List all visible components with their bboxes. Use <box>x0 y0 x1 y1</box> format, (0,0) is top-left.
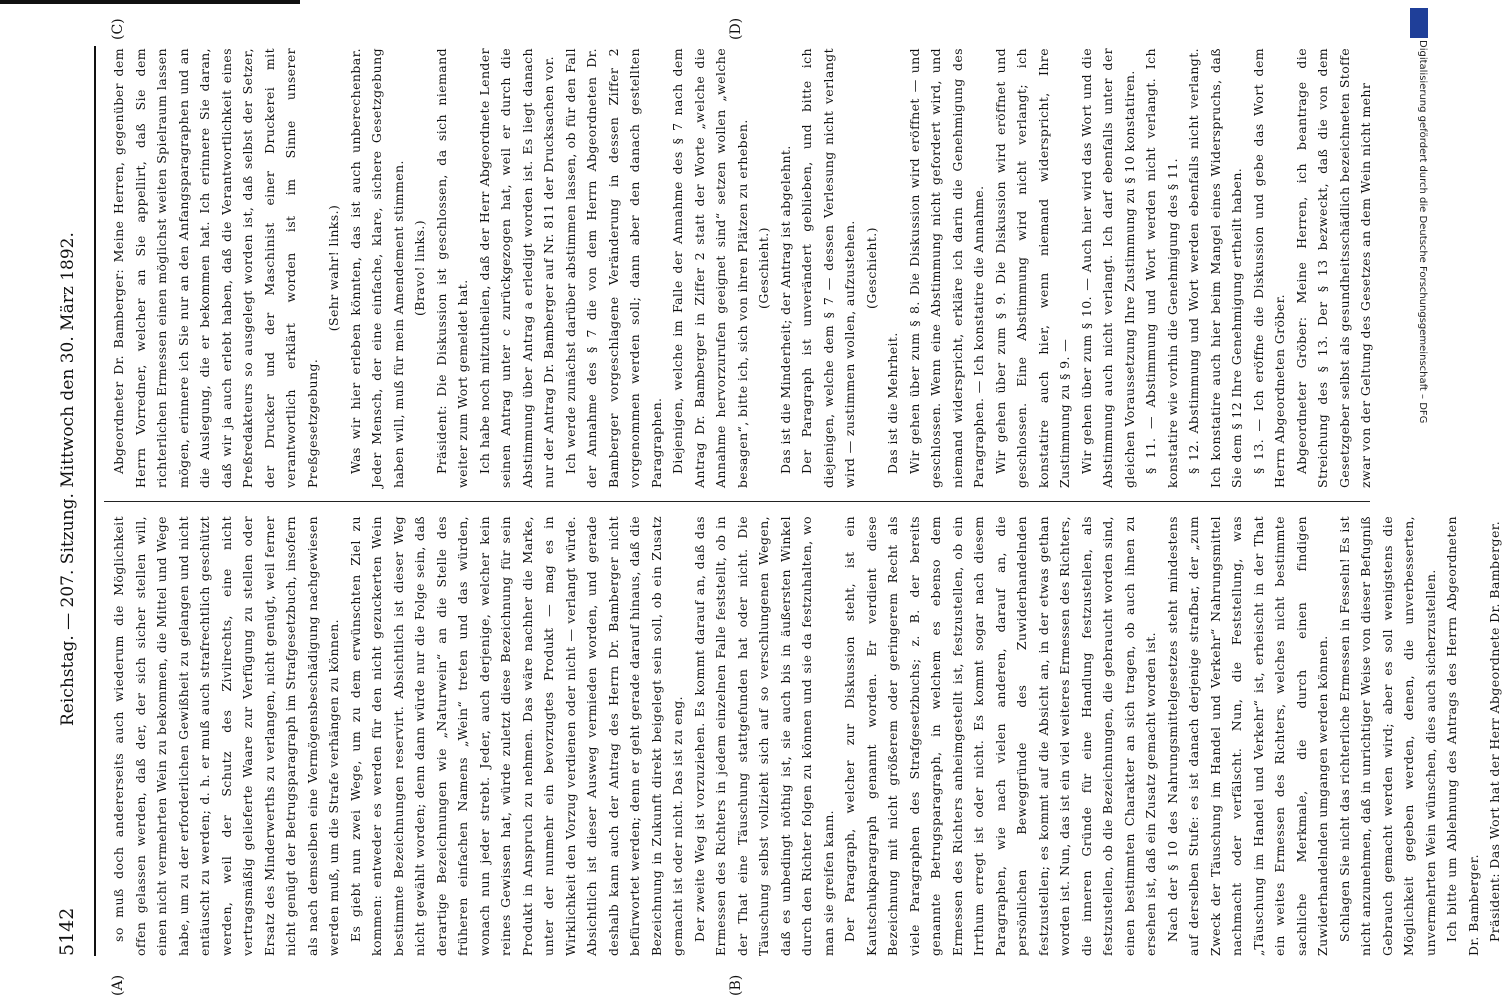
paragraph: Der Paragraph, welcher zur Diskussion steht, ist ein Kautschukparagraph genannt worden. Er verdient diese Bezeichnung mit nicht größerem oder geringerem Recht als viele Paragraphen des Strafgesetzbuchs; z. B. der bereits genannte Betrugsparagraph, in welchem es ebenso dem Ermessen des Richters anheimgestellt ist, festzustellen, ob ein Irrthum erregt ist oder nicht. Es kommt sogar nach diesem Paragraphen, wie nach vielen anderen, darauf an, die persönlichen Beweggründe des Zuwiderhandelnden festzustellen; es kommt auf die Absicht an, in der etwas gethan worden ist. Nun, das ist ein viel weiteres Ermessen des Richters, die inneren Gründe für eine Handlung festzustellen, als festzustellen, ob die Bezeichnungen, die gebraucht worden sind, einen bestimmten Charakter an sich tragen, ob auch ihnen zu ersehen ist, daß ein Zusatz gemacht worden ist. <box>842 516 1158 956</box>
paragraph: Nach der § 10 des Nahrungsmittelgesetzes steht mindestens auf derselben Stufe: es ist danach derjenige strafbar, der „zum Zweck der Täuschung im Handel und Verkehr“ Nahrungsmittel nachmacht oder verfälscht. Nun, die Feststellung, was „Täuschung im Handel und Verkehr“ ist, erheischt in der That ein weites Ermessen des Richters, welches nicht bestimmte sachliche Merkmale, die durch einen findigen Zuwiderhandelnden umgangen werden können. <box>1164 516 1330 956</box>
paragraph: Präsident: Das Wort hat der Herr Abgeordnete Dr. Bamberger. <box>1487 520 1502 942</box>
scan-edge-mark <box>0 0 300 4</box>
paragraph: (Bravo! links.) <box>412 220 427 316</box>
paragraph: Der Paragraph ist unverändert geblieben, und bitte ich diejenigen, welche dem § 7 — dessen Verlesung nicht verlangt wird — zustimmen wollen, aufzustehen. <box>799 48 857 488</box>
paragraph: Wir gehen über zum § 9. Die Diskussion wird eröffnet und geschlossen. Eine Abstimmung wird nicht verlangt; ich konstatire auch hier, wenn niemand widerspricht, Ihre Zustimmung zu § 9. — <box>992 48 1072 488</box>
column-divider <box>104 501 1370 502</box>
paragraph: Abgeordneter Gröber: Meine Herren, ich beantrage die Streichung des § 13. Der § 13 bezweckt, daß die von dem Gesetzgeber selbst als gesundheitsschädlich bezeichneten Stoffe zwar von der Geltung des Gesetzes an dem Wein nicht mehr <box>1293 48 1373 488</box>
margin-marker-c: (C) <box>110 18 126 40</box>
paragraph: Es giebt nun zwei Wege, um zu dem erwünschten Ziel zu kommen: entweder es werden für den nicht gezuckerten Wein bestimmte Bezeichnungen reservirt. Absichtlich ist dieser Weg nicht gewählt worden; denn dann würde nur die Folge sein, daß derartige Bezeichnungen wie „Naturwein“ an die Stelle des früheren einfachen Namens „Wein“ treten und das würden, wonach nun jeder strebt. Jeder, auch derjenige, welcher kein reines Gewissen hat, würde zuletzt diese Bezeichnung für sein Produkt in Anspruch zu nehmen. Das wäre nachher die Marke, unter der nunmehr ein bevorzugtes Produkt — mag es in Wirklichkeit den Vorzug verdienen oder nicht — verlangt würde. Absichtlich ist dieser Ausweg vermieden worden, und gerade deshalb kann auch der Antrag des Herrn Dr. Bamberger nicht befürwortet werden; denn er geht gerade darauf hinaus, daß die Bezeichnung in Zukunft direkt beigelegt sein soll, ob ein Zusatz gemacht ist oder nicht. Das ist zu eng. <box>347 516 685 956</box>
paragraph: § 11. — Abstimmung und Wort werden nicht verlangt. Ich konstatire wie vorhin die Genehmigung des § 11. <box>1143 48 1180 488</box>
paragraph: Diejenigen, welche im Falle der Annahme des § 7 nach dem Antrag Dr. Bamberger in Ziffer 2 statt der Worte „welche die Annahme hervorzurufen geeignet sind“ setzen wollen „welche besagen“, bitte ich, sich von ihren Plätzen zu erheben. <box>670 48 750 488</box>
paragraph: Präsident: Die Diskussion ist geschlossen, da sich niemand weiter zum Wort gemeldet hat. <box>433 48 470 488</box>
paragraph: Was wir hier erleben könnten, das ist auch unberechenbar. Jeder Mensch, der eine einfache, klare, sichere Gesetzgebung haben will, muß für mein Amendement stimmen. <box>347 48 406 488</box>
paragraph: Ich werde zunächst darüber abstimmen lassen, ob für den Fall der Annahme des § 7 die von dem Herrn Abgeordneten Dr. Bamberger vorgeschlagene Veränderung in dessen Ziffer 2 vorgenommen werden soll; dann aber den danach gestellten Paragraphen. <box>562 48 664 488</box>
paragraph: Wir gehen über zum § 10. — Auch hier wird das Wort und die Abstimmung auch nicht verlangt. Ich darf ebenfalls unter der gleichen Voraussetzung Ihre Zustimmung zu § 10 konstatiren. <box>1078 48 1137 488</box>
paragraph: (Geschieht.) <box>863 227 879 309</box>
paragraph: Das ist die Mehrheit. <box>885 332 900 474</box>
paragraph: so muß doch andererseits auch wiederum die Möglichkeit offen gelassen werden, daß der, der sich sicher stellen will, einen nicht vermehrten Wein zu bekommen, die Mittel und Wege habe, um zu der erforderlichen Gewißheit zu gelangen und nicht entäuscht zu werden; d. h. er muß auch strafrechtlich geschützt werden, weil der Schutz des Zivilrechts, eine nicht vertragsmäßig gelieferte Waare zur Verfügung zu stellen oder Ersatz des Minderwerths zu verlangen, nicht genügt, weil ferner nicht genügt der Betrugsparagraph im Strafgesetzbuch, insofern als nach demselben eine Vermögensbeschädigung nachgewiesen werden muß, um die Strafe verhängen zu können. <box>111 516 341 956</box>
paragraph: Ich habe noch mitzutheilen, daß der Herr Abgeordnete Lender seinen Antrag unter c zurückgezogen hat, weil er durch die Abstimmung über Antrag a erledigt worden ist. Es liegt danach nur der Antrag Dr. Bamberger auf Nr. 811 der Drucksachen vor. <box>476 48 556 488</box>
paragraph: Abgeordneter Dr. Bamberger: Meine Herren, gegenüber dem Herrn Vorredner, welcher an Sie appellirt, daß Sie dem richterlichen Ermessen einen möglichst weiten Spielraum lassen mögen, erinnere ich Sie nur an den Anfangsparagraphen und an die Auslegung, die er bekommen hat. Ich erinnere Sie daran, daß wir ja auch erlebt haben, daß die Verantwortlichkeit eines Preßredakteurs so ausgelegt worden ist, daß selbst der Setzer, der Drucker und der Maschinist einer Druckerei mit verantwortlich erklärt worden ist im Sinne unserer Preßgesetzgebung. <box>111 48 320 488</box>
paragraph: Wir gehen über zum § 8. Die Diskussion wird eröffnet — und geschlossen. Wenn eine Abstimmung nicht gefordert wird, und niemand widerspricht, erkläre ich darin die Genehmigung des Paragraphen. — Ich konstatire die Annahme. <box>906 48 986 488</box>
page-number: 5142 <box>56 907 78 956</box>
margin-marker-d: (D) <box>728 17 744 40</box>
header-rule <box>94 46 96 956</box>
running-title: Reichstag. — 207. Sitzung. Mittwoch den 30. März 1892. <box>58 232 78 726</box>
paragraph: § 12. Abstimmung und Wort werden ebenfalls nicht verlangt. Ich konstatire auch hier beim Mangel eines Widerspruchs, daß Sie dem § 12 Ihre Genehmigung ertheilt haben. <box>1186 48 1244 488</box>
margin-marker-a: (A) <box>110 974 126 996</box>
right-column <box>108 48 1373 488</box>
paragraph: Das ist die Minderheit; der Antrag ist abgelehnt. <box>777 145 793 474</box>
digitization-note: Digitalisierung gefördert durch die Deutsche Forschungsgemeinschaft – DFG <box>1417 40 1428 424</box>
page-header <box>46 46 86 956</box>
dfg-logo <box>1410 8 1428 38</box>
paragraph: Der zweite Weg ist vorzuziehen. Es kommt darauf an, daß das Ermessen des Richters in jedem einzelnen Falle feststellt, ob in der That eine Täuschung stattgefunden hat oder nicht. Die Täuschung selbst vollzieht sich auf so verschlungenen Wegen, daß es unbedingt nöthig ist, sie auch bis in äußersten Winkel durch den Richter folgen zu können und sie da festzuhalten, wo man sie greifen kann. <box>691 516 836 956</box>
margin-marker-b: (B) <box>728 974 744 996</box>
paragraph: (Geschieht.) <box>756 227 771 309</box>
paragraph: (Sehr wahr! links.) <box>326 204 341 332</box>
paragraph: § 13. — Ich eröffne die Diskussion und gebe das Wort dem Herrn Abgeordneten Gröber. <box>1250 48 1287 488</box>
paragraph: Ich bitte um Ablehnung des Antrags des Herrn Abgeordneten Dr. Bamberger. <box>1444 516 1481 956</box>
paragraph: Schlagen Sie nicht das richterliche Ermessen in Fesseln! Es ist nicht anzunehmen, daß in unrichtiger Weise von dieser Befugniß Gebrauch gemacht werden wird; aber es soll wenigstens die Möglichkeit gegeben werden, denen, die unverbesserten, unvermehrten Wein wünschen, dies auch sicherzustellen. <box>1336 516 1438 956</box>
left-column <box>108 516 1502 956</box>
